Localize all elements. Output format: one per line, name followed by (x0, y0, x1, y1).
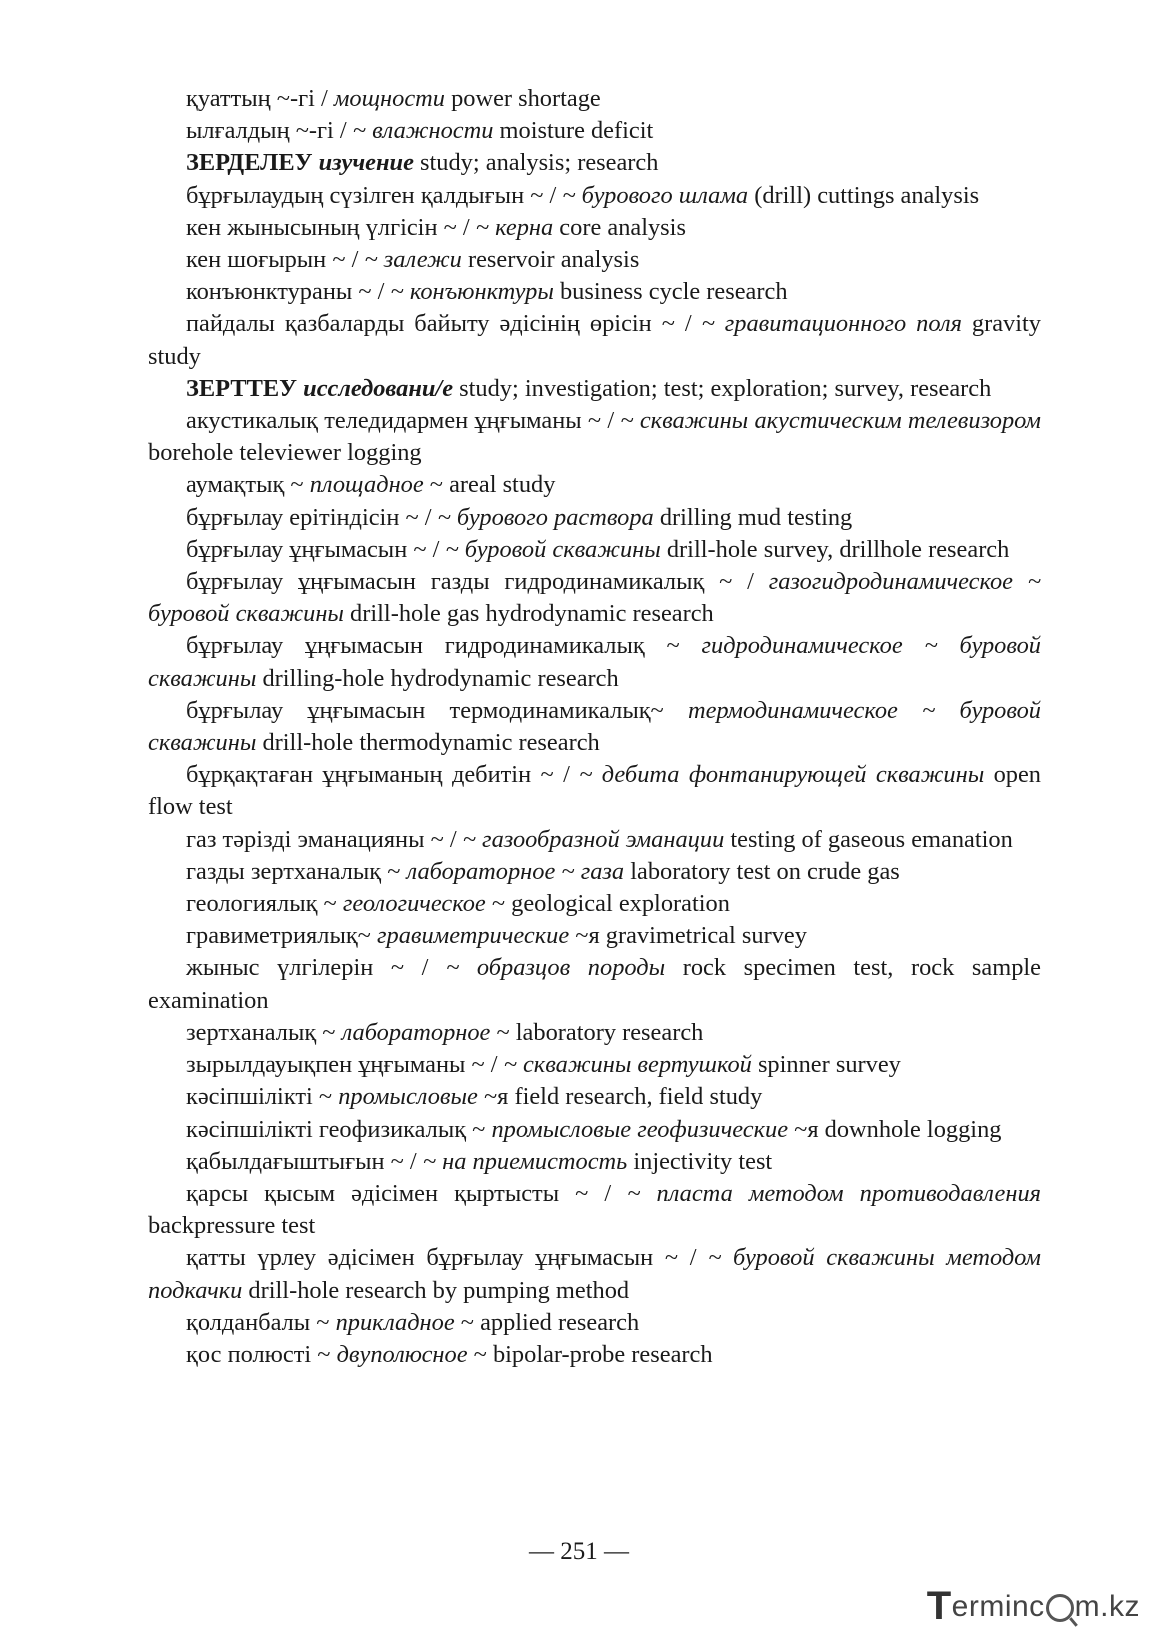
dictionary-entry (148, 534, 1041, 566)
entry-russian-term: ~ газообразной эманации (462, 825, 725, 853)
dictionary-entry (148, 1017, 1041, 1049)
dictionary-entry (148, 630, 1041, 694)
dictionary-entry (148, 83, 1041, 115)
entry-text: drilling mud testing (653, 503, 853, 531)
entry-text: borehole televiewer logging (148, 439, 422, 467)
entry-text: ~я field research, field study (477, 1083, 763, 1111)
entry-russian-term: термодинамическое ~ буровой скважины (148, 696, 1041, 757)
entry-text: moisture deficit (493, 117, 654, 145)
dictionary-entry (148, 1242, 1041, 1306)
entry-text: drilling-hole hydrodynamic research (256, 664, 619, 692)
magnifier-icon (1046, 1594, 1074, 1622)
dictionary-entry (148, 856, 1041, 888)
entry-russian-term: ~ керна (475, 213, 554, 241)
entry-headword: ЗЕРДЕЛЕУ (186, 149, 319, 177)
entry-text: кен шоғырын ~ / (186, 246, 365, 274)
entry-text: drill-hole survey, drillhole research (660, 535, 1010, 563)
entry-text: ~ geological exploration (485, 890, 730, 918)
entry-text: open flow test (148, 761, 1041, 821)
entry-russian-term: ~ буровой скважины (445, 535, 661, 563)
dictionary-entry (148, 276, 1041, 308)
dictionary-entry (148, 115, 1041, 147)
entry-text: backpressure test (148, 1212, 316, 1240)
entry-text: drill-hole thermodynamic research (256, 729, 600, 757)
watermark-text-suffix: m.kz (1074, 1589, 1140, 1623)
entry-text: business cycle research (553, 278, 788, 306)
entry-text: қолданбалы ~ (186, 1308, 336, 1336)
entry-russian-term: геологическое (342, 890, 486, 918)
entry-text: кәсіпшілікті геофизикалық ~ (186, 1115, 492, 1143)
entry-text: study; analysis; research (413, 149, 659, 177)
entry-text: конъюнктураны ~ / (186, 278, 391, 306)
entry-text: қос полюсті ~ (186, 1340, 337, 1368)
entry-text: injectivity test (627, 1147, 773, 1175)
entry-text: қабылдағыштығын ~ / (186, 1147, 423, 1175)
entry-text: газ тәрізді эманацияны ~ / (186, 825, 463, 853)
entry-russian-term: ~ образцов породы (446, 954, 666, 982)
entry-text: spinner survey (751, 1051, 901, 1079)
terminkom-watermark-logo (927, 1584, 1140, 1629)
entry-russian-term: ~ скважины вертушкой (503, 1051, 752, 1079)
entry-text: drill-hole gas hydrodynamic research (343, 600, 714, 628)
dictionary-entry (148, 212, 1041, 244)
entry-russian-term: мощности (333, 85, 445, 112)
entry-text: gravity study (148, 310, 1041, 370)
entry-text: зырылдауықпен ұңғыманы ~ / (186, 1051, 504, 1079)
dictionary-entry (148, 308, 1041, 372)
entry-text: зертханалық ~ (186, 1018, 342, 1046)
entry-russian-term: прикладное (335, 1308, 455, 1336)
entry-russian-term: ~ скважины акустическим телевизором (620, 407, 1041, 435)
dictionary-entry (148, 502, 1041, 534)
entry-russian-term: ~ бурового шлама (562, 181, 749, 209)
entry-text: power shortage (444, 85, 601, 112)
dictionary-entry (148, 405, 1041, 469)
dictionary-page-body (148, 83, 1041, 1371)
entry-text: rock specimen test, rock sample examination (148, 954, 1041, 1014)
entry-russian-term: ~ залежи (364, 246, 462, 274)
entry-text: гравиметриялық~ (186, 922, 377, 950)
entry-text: бұрқақтаған ұңғыманың дебитін ~ / (186, 761, 580, 789)
dictionary-entry (148, 180, 1041, 212)
entry-text: ~я gravimetrical survey (569, 922, 807, 950)
entry-text: бұрғылау ұңғымасын гидродинамикалық ~ (186, 632, 702, 660)
entry-text: бұрғылау ерітіндісін ~ / (186, 503, 438, 531)
entry-text: қуаттың ~-гі / (186, 85, 334, 112)
entry-russian-term: промысловые геофизические (491, 1115, 789, 1143)
dictionary-entry (148, 888, 1041, 920)
entry-russian-term: ~ конъюнктуры (390, 278, 554, 306)
entry-text: (drill) cuttings analysis (748, 181, 980, 209)
entry-text: core analysis (553, 213, 686, 241)
entry-text: пайдалы қазбаларды байыту әдісінің өрісін ~ / (186, 310, 702, 338)
entry-text: reservoir analysis (461, 246, 640, 274)
dictionary-entry (148, 373, 1041, 405)
entry-text: бұрғылау ұңғымасын газды гидродинамикалық ~ / (186, 568, 769, 596)
entry-text: testing of gaseous emanation (724, 825, 1013, 853)
dictionary-entry (148, 1307, 1041, 1339)
entry-russian-term: лабораторное ~ газа (406, 857, 625, 885)
entry-russian-term: ~ влажности (352, 117, 494, 145)
entry-russian-term: ~ на приемистость (422, 1147, 628, 1175)
entry-text: бұрғылау ұңғымасын термодинамикалық~ (186, 696, 688, 724)
entry-russian-term: промысловые (338, 1083, 478, 1111)
entry-text: ~ bipolar-probe research (467, 1340, 713, 1368)
dictionary-entry (148, 759, 1041, 823)
entry-text: ~ applied research (454, 1308, 640, 1336)
dictionary-entry (148, 469, 1041, 501)
watermark-text-middle: erminc (951, 1589, 1045, 1623)
entry-text: drill-hole research by pumping method (242, 1276, 630, 1304)
entry-text: кәсіпшілікті ~ (186, 1083, 339, 1111)
dictionary-entry (148, 1146, 1041, 1178)
entry-russian-term: двуполюсное (336, 1340, 468, 1368)
dictionary-entry (148, 952, 1041, 1016)
dictionary-entry (148, 1178, 1041, 1242)
entry-headword: изучение (318, 149, 414, 177)
dictionary-entry (148, 1339, 1041, 1371)
entry-russian-term: ~ буровой скважины методом подкачки (148, 1244, 1041, 1304)
entry-text: ~я downhole logging (788, 1115, 1002, 1143)
entry-text: жыныс үлгілерін ~ / (186, 954, 447, 982)
entry-russian-term: ~ гравитационного поля (701, 310, 962, 338)
dictionary-entry (148, 920, 1041, 952)
entry-russian-term: газогидродинамическое ~ буровой скважины (148, 568, 1041, 628)
entry-text: ~ areal study (423, 471, 556, 499)
entry-text: ~ laboratory research (490, 1018, 704, 1046)
dictionary-entry (148, 1114, 1041, 1146)
entry-text: акустикалық теледидармен ұңғыманы ~ / (186, 407, 621, 435)
entry-russian-term: гравиметрические (376, 922, 570, 950)
entry-text: қарсы қысым әдісімен қыртысты ~ / (186, 1179, 628, 1207)
entry-russian-term: площадное (309, 471, 424, 499)
page-number: — 251 — (529, 1538, 629, 1565)
entry-headword: ЗЕРТТЕУ (186, 374, 304, 402)
entry-headword: исследовани/е (303, 374, 454, 402)
entry-text: қатты үрлеу әдісімен бұрғылау ұңғымасын ~ / (186, 1244, 709, 1272)
entry-russian-term: гидродинамическое ~ буровой скважины (148, 632, 1041, 692)
dictionary-entry (148, 824, 1041, 856)
entry-text: газды зертханалық ~ (186, 857, 407, 885)
entry-text: бұрғылау ұңғымасын ~ / (186, 535, 446, 563)
entry-text: ылғалдың ~-гі / (186, 117, 353, 145)
entry-text: бұрғылаудың сүзілген қалдығын ~ / (186, 181, 563, 209)
watermark-letter-t: T (926, 1584, 952, 1628)
entry-text: study; investigation; test; exploration; survey, research (453, 374, 992, 402)
entry-russian-term: ~ бурового раствора (437, 503, 654, 531)
entry-russian-term: ~ дебита фонтанирующей скважины (579, 761, 985, 789)
dictionary-entry (148, 147, 1041, 179)
dictionary-entry (148, 244, 1041, 276)
entry-russian-term: лабораторное (341, 1018, 491, 1046)
entry-text: laboratory test on crude gas (624, 857, 900, 885)
entry-text: геологиялық ~ (186, 890, 343, 918)
dictionary-entry (148, 1049, 1041, 1081)
dictionary-entry (148, 695, 1041, 759)
dictionary-entry (148, 566, 1041, 630)
entry-text: кен жынысының үлгісін ~ / (186, 213, 476, 241)
entry-text: аумақтық ~ (186, 471, 310, 499)
dictionary-entry (148, 1081, 1041, 1113)
entry-russian-term: ~ пласта методом противодавления (627, 1179, 1041, 1207)
